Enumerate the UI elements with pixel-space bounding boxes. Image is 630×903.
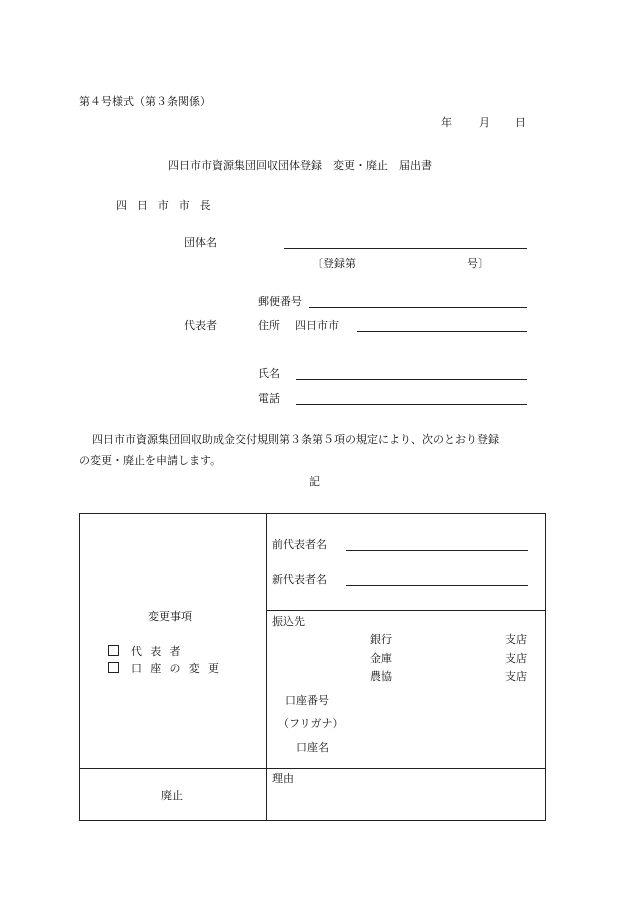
date-day-label: 日 — [515, 116, 526, 129]
shinkin-label: 金庫 — [370, 652, 392, 665]
option-account-change-label: 口座の変更 — [131, 662, 228, 675]
date-year-label: 年 — [441, 116, 452, 129]
branch-label-shinkin: 支店 — [505, 652, 527, 665]
name-label: 氏名 — [258, 367, 280, 380]
account-name-label: 口座名 — [296, 741, 329, 754]
name-field[interactable] — [296, 379, 527, 380]
option-representative-label: 代表者 — [131, 645, 189, 658]
table-vertical-divider — [266, 514, 267, 820]
transfer-destination-label: 振込先 — [272, 615, 305, 628]
org-name-label: 団体名 — [184, 236, 217, 249]
postal-code-label: 郵便番号 — [258, 295, 302, 308]
abolish-label: 廃止 — [161, 789, 183, 802]
registration-number-open: 〔登録第 — [312, 257, 356, 270]
reason-label: 理由 — [272, 772, 294, 785]
furigana-label: （フリガナ） — [278, 717, 344, 730]
address-field[interactable] — [357, 331, 527, 332]
representative-label: 代表者 — [184, 319, 217, 332]
change-items-label: 変更事項 — [148, 610, 192, 623]
table-divider-right — [266, 610, 545, 611]
new-rep-field[interactable] — [346, 585, 528, 586]
option-representative[interactable] — [108, 645, 189, 657]
phone-field[interactable] — [296, 404, 527, 405]
body-text-line1: 四日市市資源集団回収助成金交付規則第３条第５項の規定により、次のとおり登録 — [92, 433, 499, 446]
document-title: 四日市市資源集団回収団体登録 変更・廃止 届出書 — [168, 159, 432, 172]
date-month-label: 月 — [479, 116, 490, 129]
new-rep-label: 新代表者名 — [272, 573, 327, 586]
branch-label-nokyo: 支店 — [505, 670, 527, 683]
bank-label: 銀行 — [370, 633, 392, 646]
form-number: 第４号様式（第３条関係） — [79, 95, 211, 108]
postal-code-field[interactable] — [309, 307, 527, 308]
registration-number-close: 号〕 — [467, 257, 489, 270]
address-city: 四日市市 — [295, 319, 339, 332]
org-name-field[interactable] — [284, 248, 527, 249]
previous-rep-field[interactable] — [346, 550, 528, 551]
previous-rep-label: 前代表者名 — [272, 538, 327, 551]
address-label: 住所 — [258, 319, 280, 332]
addressee: 四日市市長 — [116, 199, 221, 212]
phone-label: 電話 — [258, 392, 280, 405]
branch-label-bank: 支店 — [505, 633, 527, 646]
checkbox-account-change[interactable] — [108, 662, 119, 673]
nokyo-label: 農協 — [370, 670, 392, 683]
change-table — [79, 513, 546, 821]
table-divider-full — [80, 768, 545, 769]
option-account-change[interactable] — [108, 662, 227, 674]
body-text-line2: の変更・廃止を申請します。 — [79, 454, 222, 467]
ki-label: 記 — [309, 475, 320, 488]
checkbox-representative[interactable] — [108, 645, 119, 656]
account-number-label: 口座番号 — [285, 694, 329, 707]
